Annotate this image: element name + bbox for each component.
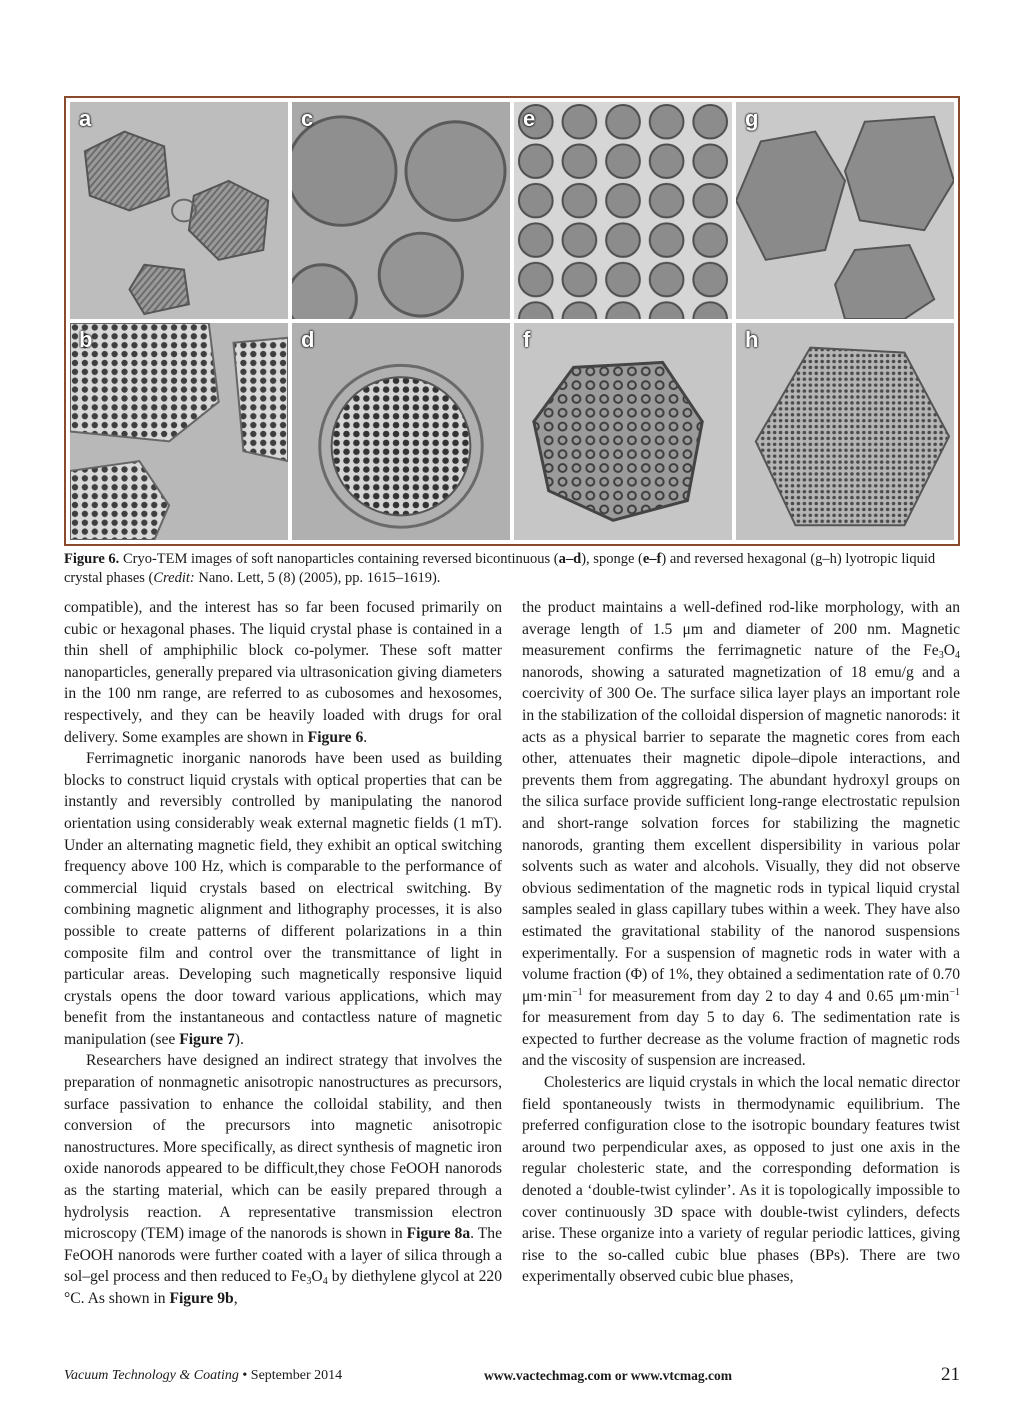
figure-caption <box>64 550 960 588</box>
panel-f-image <box>514 323 732 540</box>
left-column <box>64 597 502 1310</box>
panel-f <box>514 323 732 540</box>
left-paragraph-3 <box>64 1050 502 1309</box>
panel-c <box>292 102 510 319</box>
footer-bullet: • <box>242 1368 248 1383</box>
figure-7-reference: Figure 7 <box>179 1030 235 1048</box>
panel-label-g: g <box>745 106 759 131</box>
panel-h <box>736 323 954 540</box>
subscript: 4 <box>322 1276 328 1288</box>
text-run: O <box>311 1268 323 1286</box>
panel-label-f: f <box>523 327 531 352</box>
issue-date: September 2014 <box>250 1368 343 1383</box>
panel-d <box>292 323 510 540</box>
left-paragraph-1 <box>64 597 502 748</box>
superscript: −1 <box>949 986 960 998</box>
panel-c-image <box>292 102 510 319</box>
text-run: nanorods, showing a saturated magnetization of 18 emu/g and a coercivity of 300 Oe. The surface silica layer plays an important role in the stabilization of the colloidal dispersion of magnetic nanorods: it acts as a physical barrier to separate the magnetic cores from each other, attenuates their magnetic dipole–dipole interactions, and prevents them from aggregating. The abundant hydroxyl groups on the silica surface provide sufficient long-range electrostatic repulsion and short-range solvation forces for stabilizing the magnetic nanorods, granting them excellent dispersibility in various polar solvents such as water and alcohols. Visually, they did not observe obvious sedimentation of the magnetic rods in typical liquid crystal samples sealed in glass capillary tubes within a week. They have also estimated the gravitational stability of the nanorod suspensions experimentally. For a suspension of magnetic rods in water with a volume fraction (Φ) of 1%, they obtained a sedimentation rate of 0.70 μm·min <box>522 663 960 1005</box>
journal-name: Vacuum Technology & Coating <box>64 1368 239 1383</box>
footer-website[interactable]: www.vactechmag.com or www.vtcmag.com <box>484 1368 732 1383</box>
text-run: for measurement from day 2 to day 4 and 0.65 μm·min <box>582 987 950 1005</box>
panel-label-h: h <box>745 327 759 352</box>
right-paragraph-2: Cholesterics are liquid crystals in which the local nematic director field spontaneously twists in thermodynamic equilibrium. The preferred configuration close to the isotropic boundary features twist around two perpendicular axes, as opposed to just one axis in the regular cholesteric state, and the corresponding deformation is denoted a ‘double-twist cylinder’. As it is topologically impossible to cover continuously 3D space with double-twist cylinders, defects arise. These organize into a variety of regular periodic lattices, giving rise to the so-called cubic blue phases (BPs). There are two experimentally observed cubic blue phases, <box>522 1074 960 1286</box>
text-run: ). <box>234 1030 244 1048</box>
right-column <box>522 597 960 1288</box>
caption-text-1: Cryo-TEM images of soft nanoparticles containing reversed bicontinuous ( <box>119 551 559 567</box>
text-run: Ferrimagnetic inorganic nanorods have been used as building blocks to construct liquid crystals with optical properties that can be instantly and reversibly controlled by manipulating the nanorod orientation using considerably weak external magnetic fields (1 mT). Under an alternating magnetic field, they exhibit an optical switching frequency above 100 Hz, which is comparable to the performance of commercial liquid crystals based on electrical switching. By combining magnetic alignment and lithography processes, it is also possible to create patterns of different polarizations in a thin composite film and control over the transmittance of light in particular areas. Developing such magnetically responsive liquid crystals opens the door toward various applications, which may benefit from the instantaneous and contactless nature of magnetic manipulation (see <box>64 750 502 1048</box>
panel-e-image <box>514 102 732 319</box>
caption-bold-1: a–d <box>558 551 582 567</box>
panel-label-b: b <box>79 327 93 352</box>
panel-a-image <box>70 102 288 319</box>
text-run: compatible), and the interest has so far been focused primarily on cubic or hexagonal phases. The liquid crystal phase is contained in a thin shell of amphiphilic block co-polymer. These soft matter nanoparticles, generally prepared via ultrasonication giving diameters in the 100 nm range, are referred to as cubosomes and hexosomes, respectively, and they can be heavily loaded with drugs for oral delivery. Some examples are shown in <box>64 599 502 746</box>
caption-label: Figure 6. <box>64 551 120 567</box>
panel-g-image <box>736 102 954 319</box>
left-paragraph-2 <box>64 748 502 1050</box>
subscript: 3 <box>938 650 944 662</box>
panel-b-image <box>70 323 288 540</box>
page-footer <box>64 1366 960 1390</box>
panel-label-e: e <box>523 106 536 131</box>
caption-bold-2: e–f <box>642 551 662 567</box>
text-run: the product maintains a well-defined rod-like morphology, with an average length of 1.5 μm and diameter of 200 nm. Magnetic measurement confirms the ferrimagnetic nature of the Fe <box>522 599 960 660</box>
caption-text-2: ), sponge ( <box>581 551 643 567</box>
figure-panels <box>70 102 954 540</box>
panel-d-image <box>292 323 510 540</box>
caption-credit-text: Nano. Lett, 5 (8) (2005), pp. 1615–1619). <box>194 570 441 586</box>
page-number: 21 <box>941 1364 960 1385</box>
figure-8a-reference: Figure 8a <box>406 1225 471 1243</box>
text-run: O <box>943 642 955 660</box>
panel-label-c: c <box>301 106 314 131</box>
panel-label-d: d <box>301 327 315 352</box>
text-run: by diethylene glycol at 220 °C. As shown in <box>64 1268 502 1307</box>
panel-label-a: a <box>79 106 92 131</box>
figure-9b-reference: Figure 9b <box>169 1290 234 1307</box>
text-run: , <box>233 1290 238 1307</box>
right-paragraph-1 <box>522 597 960 1072</box>
text-run: for measurement from day 5 to day 6. The sedimentation rate is expected to further decrease as the volume fraction of magnetic rods and the viscosity of suspension are increased. <box>522 1009 960 1070</box>
subscript: 4 <box>955 650 960 662</box>
footer-journal <box>64 1368 342 1384</box>
text-run: . <box>363 728 368 746</box>
caption-credit-label: Credit: <box>153 570 195 586</box>
figure-6-frame <box>64 96 960 546</box>
panel-b <box>70 323 288 540</box>
text-run: Researchers have designed an indirect strategy that involves the preparation of nonmagnetic anisotropic nanostructures as precursors, surface passivation to enhance the colloidal stability, and then conversion of the precursors into magnetic anisotropic nanostructures. More specifically, as direct synthesis of magnetic iron oxide nanorods appeared to be difficult,they chose FeOOH nanorods as the starting material, which can be easily prepared through a hydrolysis reaction. A representative transmission electron microscopy (TEM) image of the nanorods is shown in <box>64 1052 502 1243</box>
panel-e <box>514 102 732 319</box>
text-run: . The FeOOH nanorods were further coated with a layer of silica through a sol–gel process and then reduced to Fe <box>64 1225 502 1286</box>
panel-g <box>736 102 954 319</box>
panel-a <box>70 102 288 319</box>
figure-6-reference: Figure 6 <box>307 728 364 746</box>
superscript: −1 <box>571 986 583 998</box>
panel-h-image <box>736 323 954 540</box>
caption-text-3: ) and reversed hexagonal (g–h) lyotropic liquid crystal phases ( <box>64 551 936 586</box>
subscript: 3 <box>306 1276 312 1288</box>
